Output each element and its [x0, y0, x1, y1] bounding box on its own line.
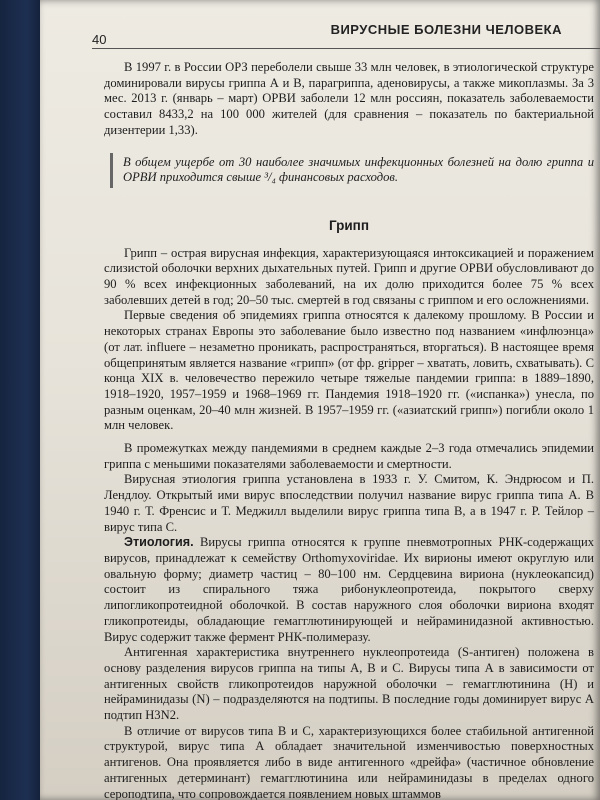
- paragraph: Первые сведения об эпидемиях гриппа относятся к далекому прошлому. В России и некоторых странах Европы это заболевание было известно под названием «инфлюэнца» (от лат. influere – незаметно проникать, распространяться, вторгаться). В настоящее время общепринятым является название «грипп» (от фр. gripper – хватать, ловить, схватывать). С конца XIX в. человечество пережило четыре тяжелые пандемии гриппа: в 1889–1890, 1918–1920, 1957–1959 и 1968–1969 гг. Пандемия 1918–1920 гг. («испанка») унесла, по разным оценкам, 20–40 млн жизней. В 1957–1959 гг. («азиатский грипп») погибли около 1 млн человек.: [104, 308, 594, 433]
- paragraph: В промежутках между пандемиями в среднем каждые 2–3 года отмечались эпидемии гриппа с меньшими показателями заболеваемости и смертности.: [104, 441, 594, 471]
- intro-paragraph: В 1997 г. в России ОРЗ переболели свыше 33 млн человек, в этиологической структуре доминировали вирусы гриппа А и В, парагриппа, аденовирусы, а также микоплазмы. За 3 мес. 2013 г. (январь – март) ОРВИ заболели 12 млн россиян, показатель заболеваемости составил 8433,2 на 100 000 жителей (для сравнения – показатель по бактериальной дизентерии 1,33).: [104, 60, 594, 137]
- page-header: [92, 14, 592, 47]
- body-text: [104, 60, 594, 800]
- section-title: Грипп: [329, 217, 369, 233]
- page-number: 40: [92, 32, 107, 47]
- paragraph: В отличие от вирусов типа В и С, характеризующихся более стабильной антигенной структурой, вирус типа А обладает значительной изменчивостью поверхностных антигенов. Она проявляется либо в виде антигенного «дрейфа» (частичное обновление антигенных детерминант) гемагглютинина или нейраминидазы в пределах одного сероподтипа, что сопровождается появлением новых штаммов: [104, 723, 594, 800]
- etiology-paragraph: [104, 535, 594, 645]
- running-title: ВИРУСНЫЕ БОЛЕЗНИ ЧЕЛОВЕКА: [330, 22, 562, 37]
- book-page: [40, 0, 600, 800]
- paragraph: Вирусная этиология гриппа установлена в 1933 г. У. Смитом, К. Эндрюсом и П. Лендлоу. Открытый ими вирус впоследствии получил название вирус гриппа типа А. В 1940 г. Т. Френсис и Т. Меджилл выделили вирус гриппа типа В, а в 1947 г. Р. Тейлор – вирус типа С.: [104, 472, 594, 534]
- paragraph: Грипп – острая вирусная инфекция, характеризующаяся интоксикацией и поражением слизистой оболочки верхних дыхательных путей. Грипп и другие ОРВИ обусловливают до 90 % всех инфекционных заболеваний, на их долю приходится более 75 % всех заболевших детей в год; 20–50 тыс. смертей в год связаны с гриппом и его осложнениями.: [104, 245, 594, 307]
- paragraph: Антигенная характеристика внутреннего нуклеопротеида (S-антиген) положена в основу разделения вирусов гриппа на типы А, В и С. Вирусы типа А в зависимости от антигенных свойств гликопротеидов наружной оболочки – гемагглютинина (Н) и нейраминидазы (N) – подразделяются на подтипы. В последние годы доминирует вирус А подтип H3N2.: [104, 645, 594, 723]
- paragraph-gap: [104, 434, 594, 441]
- etiology-text: Вирусы гриппа относятся к группе пневмотропных РНК-содержащих вирусов, принадлежат к семейству Orthomyxoviridae. Их вирионы имеют округлую или овальную форму; диаметр частиц – 80–100 нм. Сердцевина вириона (нуклеокапсид) состоит из спирального тяжа рибонуклеопротеида, покрытого сверху липогликопротеидной оболочкой. В состав наружного слоя оболочки вириона входят гликопротеиды, обладающие гемагглютинирующей и нейраминидазной активностью. Вирус содержит также фермент РНК-полимеразу.: [104, 535, 594, 644]
- etiology-term: Этиология.: [124, 535, 194, 550]
- header-rule: [92, 48, 600, 49]
- callout-note: В общем ущербе от 30 наиболее значимых инфекционных болезней на долю гриппа и ОРВИ приходится свыше ³/₄ финансовых расходов.: [110, 153, 594, 188]
